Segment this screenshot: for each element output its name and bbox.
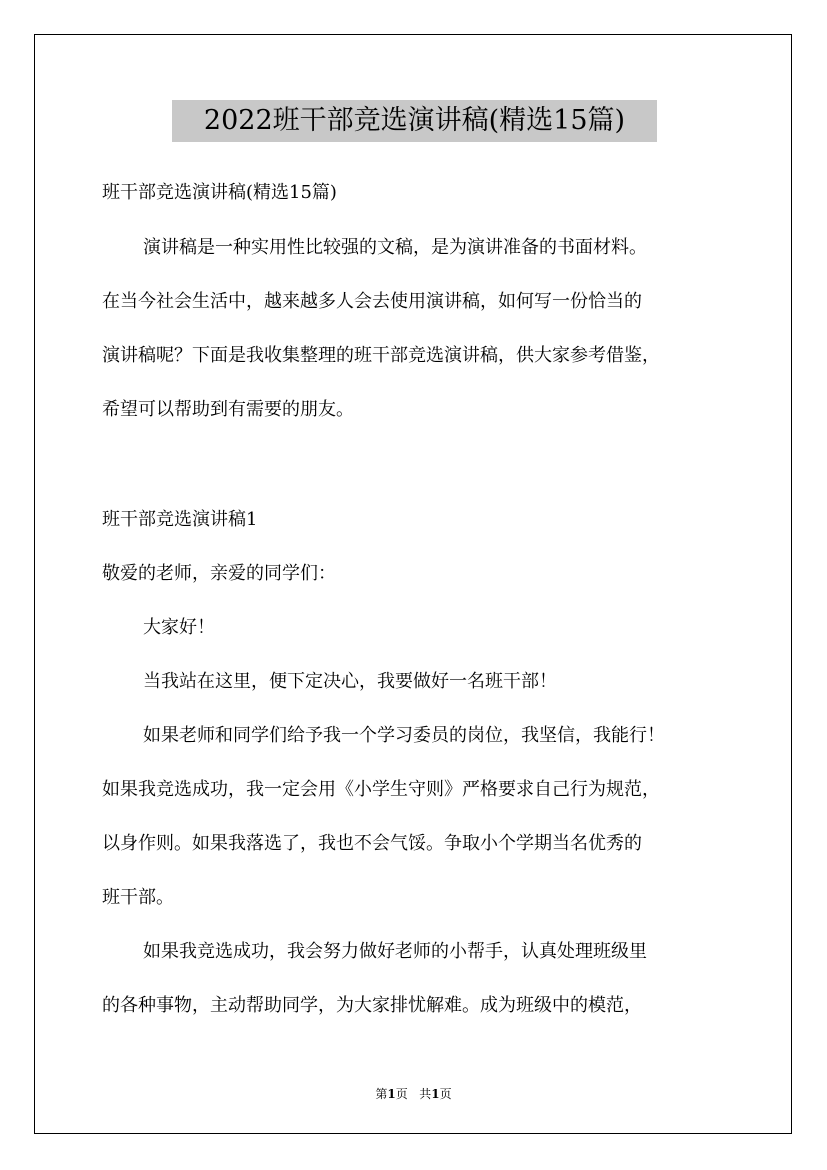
page-footer (0, 1085, 827, 1102)
subtitle: 班干部竞选演讲稿(精选15篇) (102, 182, 337, 203)
greeting: 敬爱的老师，亲爱的同学们： (102, 563, 336, 584)
intro-line: 演讲稿是一种实用性比较强的文稿，是为演讲准备的书面材料。 (143, 237, 647, 258)
body-line: 班干部。 (102, 887, 174, 908)
footer-total-suffix: 页 (439, 1087, 452, 1101)
section-heading: 班干部竞选演讲稿1 (102, 509, 258, 530)
body-line: 如果我竞选成功，我会努力做好老师的小帮手，认真处理班级里 (143, 941, 647, 962)
intro-line: 希望可以帮助到有需要的朋友。 (102, 399, 354, 420)
body-line: 如果我竞选成功，我一定会用《小学生守则》严格要求自己行为规范， (102, 779, 660, 800)
body-line: 如果老师和同学们给予我一个学习委员的岗位，我坚信，我能行！ (143, 725, 665, 746)
document-title: 2022班干部竞选演讲稿(精选15篇) (172, 100, 657, 142)
body-line: 的各种事物，主动帮助同学，为大家排忧解难。成为班级中的模范， (102, 995, 642, 1016)
footer-total-number: 1 (431, 1087, 440, 1101)
footer-total-prefix: 共 (419, 1087, 432, 1101)
body-line: 大家好！ (143, 617, 215, 638)
footer-page-number: 1 (387, 1087, 396, 1101)
intro-line: 在当今社会生活中，越来越多人会去使用演讲稿，如何写一份恰当的 (102, 291, 642, 312)
intro-line: 演讲稿呢？下面是我收集整理的班干部竞选演讲稿，供大家参考借鉴， (102, 345, 660, 366)
footer-page-prefix: 第 (375, 1087, 388, 1101)
body-line: 以身作则。如果我落选了，我也不会气馁。争取小个学期当名优秀的 (102, 833, 642, 854)
body-line: 当我站在这里，便下定决心，我要做好一名班干部！ (143, 671, 557, 692)
footer-page-suffix: 页 (395, 1087, 408, 1101)
